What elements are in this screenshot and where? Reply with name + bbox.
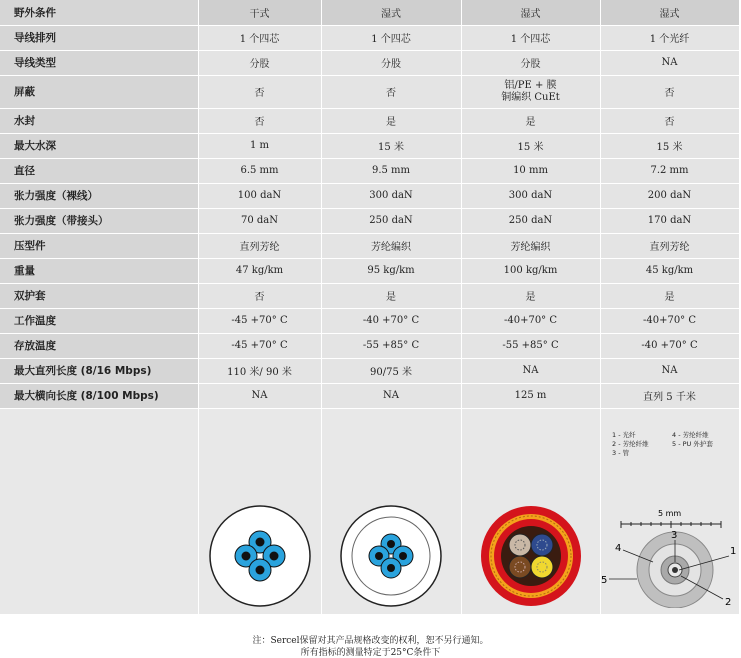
table-cell: 100 daN: [198, 183, 321, 208]
legend-item: 1 - 光纤: [612, 431, 636, 439]
cell-line: 铜编织 CuEt: [501, 91, 560, 103]
header-cell: 湿式: [461, 0, 600, 25]
table-row: [0, 258, 739, 283]
cable-wet-cross-section: [339, 504, 443, 608]
table-cell: -45 +70° C: [198, 308, 321, 333]
table-cell: 1 个四芯: [461, 25, 600, 50]
table-row: [0, 233, 739, 258]
table-cell: 是: [461, 108, 600, 133]
table-cell: 45 kg/km: [600, 258, 739, 283]
table-cell: -45 +70° C: [198, 333, 321, 358]
table-cell: 是: [321, 108, 461, 133]
table-cell: 否: [600, 108, 739, 133]
callout-5: 5: [600, 574, 607, 586]
table-cell: 1 个四芯: [321, 25, 461, 50]
table-cell: 47 kg/km: [198, 258, 321, 283]
table-cell: 100 kg/km: [461, 258, 600, 283]
table-cell: 直列 5 千米: [600, 383, 739, 408]
legend-item: 3 - 管: [612, 449, 630, 457]
table-cell: 250 daN: [461, 208, 600, 233]
table-row: [0, 25, 739, 50]
table-body: [0, 25, 739, 408]
legend-row: [612, 449, 741, 458]
table-cell: 否: [600, 75, 739, 108]
row-label: 屏蔽: [0, 75, 198, 108]
table-cell: 9.5 mm: [321, 158, 461, 183]
table-row: [0, 283, 739, 308]
row-label: 压型件: [0, 233, 198, 258]
header-cell: 野外条件: [0, 0, 198, 25]
table-cell: 是: [600, 283, 739, 308]
callout-4: 4: [614, 542, 621, 554]
row-label: 张力强度（带接头）: [0, 208, 198, 233]
table-cell: NA: [600, 358, 739, 383]
table-cell: NA: [461, 358, 600, 383]
table-cell: 200 daN: [600, 183, 739, 208]
table-cell: 7.2 mm: [600, 158, 739, 183]
table-cell: 1 个四芯: [198, 25, 321, 50]
table-cell: 否: [198, 283, 321, 308]
cell-line: 铝/PE + 膜: [504, 79, 557, 91]
table-cell: 否: [321, 75, 461, 108]
row-label: 最大横向长度 (8/100 Mbps): [0, 383, 198, 408]
table-cell: 170 daN: [600, 208, 739, 233]
table-cell: -40 +70° C: [321, 308, 461, 333]
table-cell: 分股: [461, 50, 600, 75]
legend-row: [612, 440, 741, 449]
table-row: [0, 358, 739, 383]
row-label: 导线类型: [0, 50, 198, 75]
table-cell: [461, 75, 600, 108]
table-row: [0, 183, 739, 208]
legend-row: [612, 431, 741, 440]
legend-item: 4 - 芳纶纤维: [672, 431, 709, 439]
fiber-legend: [612, 431, 741, 458]
cable-fiber-diagram: [601, 458, 740, 608]
row-label: 张力强度（裸线）: [0, 183, 198, 208]
table-cell: 300 daN: [321, 183, 461, 208]
callout-2: 2: [724, 596, 731, 608]
table-row: [0, 108, 739, 133]
table-row: [0, 208, 739, 233]
table-cell: -55 +85° C: [321, 333, 461, 358]
table-row: [0, 50, 739, 75]
legend-item: 5 - PU 外护套: [672, 440, 713, 448]
table-cell: 15 米: [461, 133, 600, 158]
table-cell: 是: [321, 283, 461, 308]
cable-wet-image-cell: [321, 408, 461, 614]
header-cell: 湿式: [600, 0, 739, 25]
table-row: [0, 133, 739, 158]
table-cell: 250 daN: [321, 208, 461, 233]
cable-shielded-image-cell: [461, 408, 600, 614]
table-cell: 直列芳纶: [198, 233, 321, 258]
empty-cell: [0, 408, 198, 614]
cable-dry-image-cell: [198, 408, 321, 614]
row-label: 最大水深: [0, 133, 198, 158]
table-cell: -55 +85° C: [461, 333, 600, 358]
callout-3: 3: [670, 529, 677, 541]
header-cell: 干式: [198, 0, 321, 25]
table-cell: 1 个光纤: [600, 25, 739, 50]
table-cell: 300 daN: [461, 183, 600, 208]
table-cell: 芳纶编织: [321, 233, 461, 258]
table-cell: 110 米/ 90 米: [198, 358, 321, 383]
scale-label: 5 mm: [657, 508, 681, 518]
header-cell: 湿式: [321, 0, 461, 25]
table-row: [0, 383, 739, 408]
table-cell: NA: [198, 383, 321, 408]
table-cell: 95 kg/km: [321, 258, 461, 283]
row-label: 工作温度: [0, 308, 198, 333]
table-cell: 芳纶编织: [461, 233, 600, 258]
row-label: 重量: [0, 258, 198, 283]
table-row: [0, 75, 739, 108]
table-cell: 10 mm: [461, 158, 600, 183]
table-cell: 直列芳纶: [600, 233, 739, 258]
table-cell: 70 daN: [198, 208, 321, 233]
table-row: [0, 158, 739, 183]
row-label: 导线排列: [0, 25, 198, 50]
table-cell: 是: [461, 283, 600, 308]
table-cell: -40+70° C: [461, 308, 600, 333]
table-cell: 分股: [321, 50, 461, 75]
table-row: [0, 333, 739, 358]
row-label: 最大直列长度 (8/16 Mbps): [0, 358, 198, 383]
table-cell: -40 +70° C: [600, 333, 739, 358]
footnote-line-2: 所有指标的测量特定于25°C条件下: [300, 648, 441, 658]
table-cell: 分股: [198, 50, 321, 75]
legend-item: 2 - 芳纶纤维: [612, 440, 649, 448]
row-label: 水封: [0, 108, 198, 133]
table-cell: 否: [198, 108, 321, 133]
table-cell: -40+70° C: [600, 308, 739, 333]
row-label: 直径: [0, 158, 198, 183]
table-cell: 15 米: [600, 133, 739, 158]
row-label: 双护套: [0, 283, 198, 308]
table-cell: 125 m: [461, 383, 600, 408]
callout-1: 1: [729, 545, 736, 557]
row-label: 存放温度: [0, 333, 198, 358]
table-cell: 否: [198, 75, 321, 108]
table-cell: 15 米: [321, 133, 461, 158]
table-cell: 6.5 mm: [198, 158, 321, 183]
table-cell: 90/75 米: [321, 358, 461, 383]
cable-dry-cross-section: [208, 504, 312, 608]
footnote-line-1: 注：Sercel保留对其产品规格改变的权利，恕不另行通知。: [252, 636, 489, 646]
cable-shielded-cross-section: [479, 504, 583, 608]
table-cell: NA: [321, 383, 461, 408]
table-row: [0, 308, 739, 333]
header-row: [0, 0, 739, 25]
table-cell: NA: [600, 50, 739, 75]
table-cell: 1 m: [198, 133, 321, 158]
